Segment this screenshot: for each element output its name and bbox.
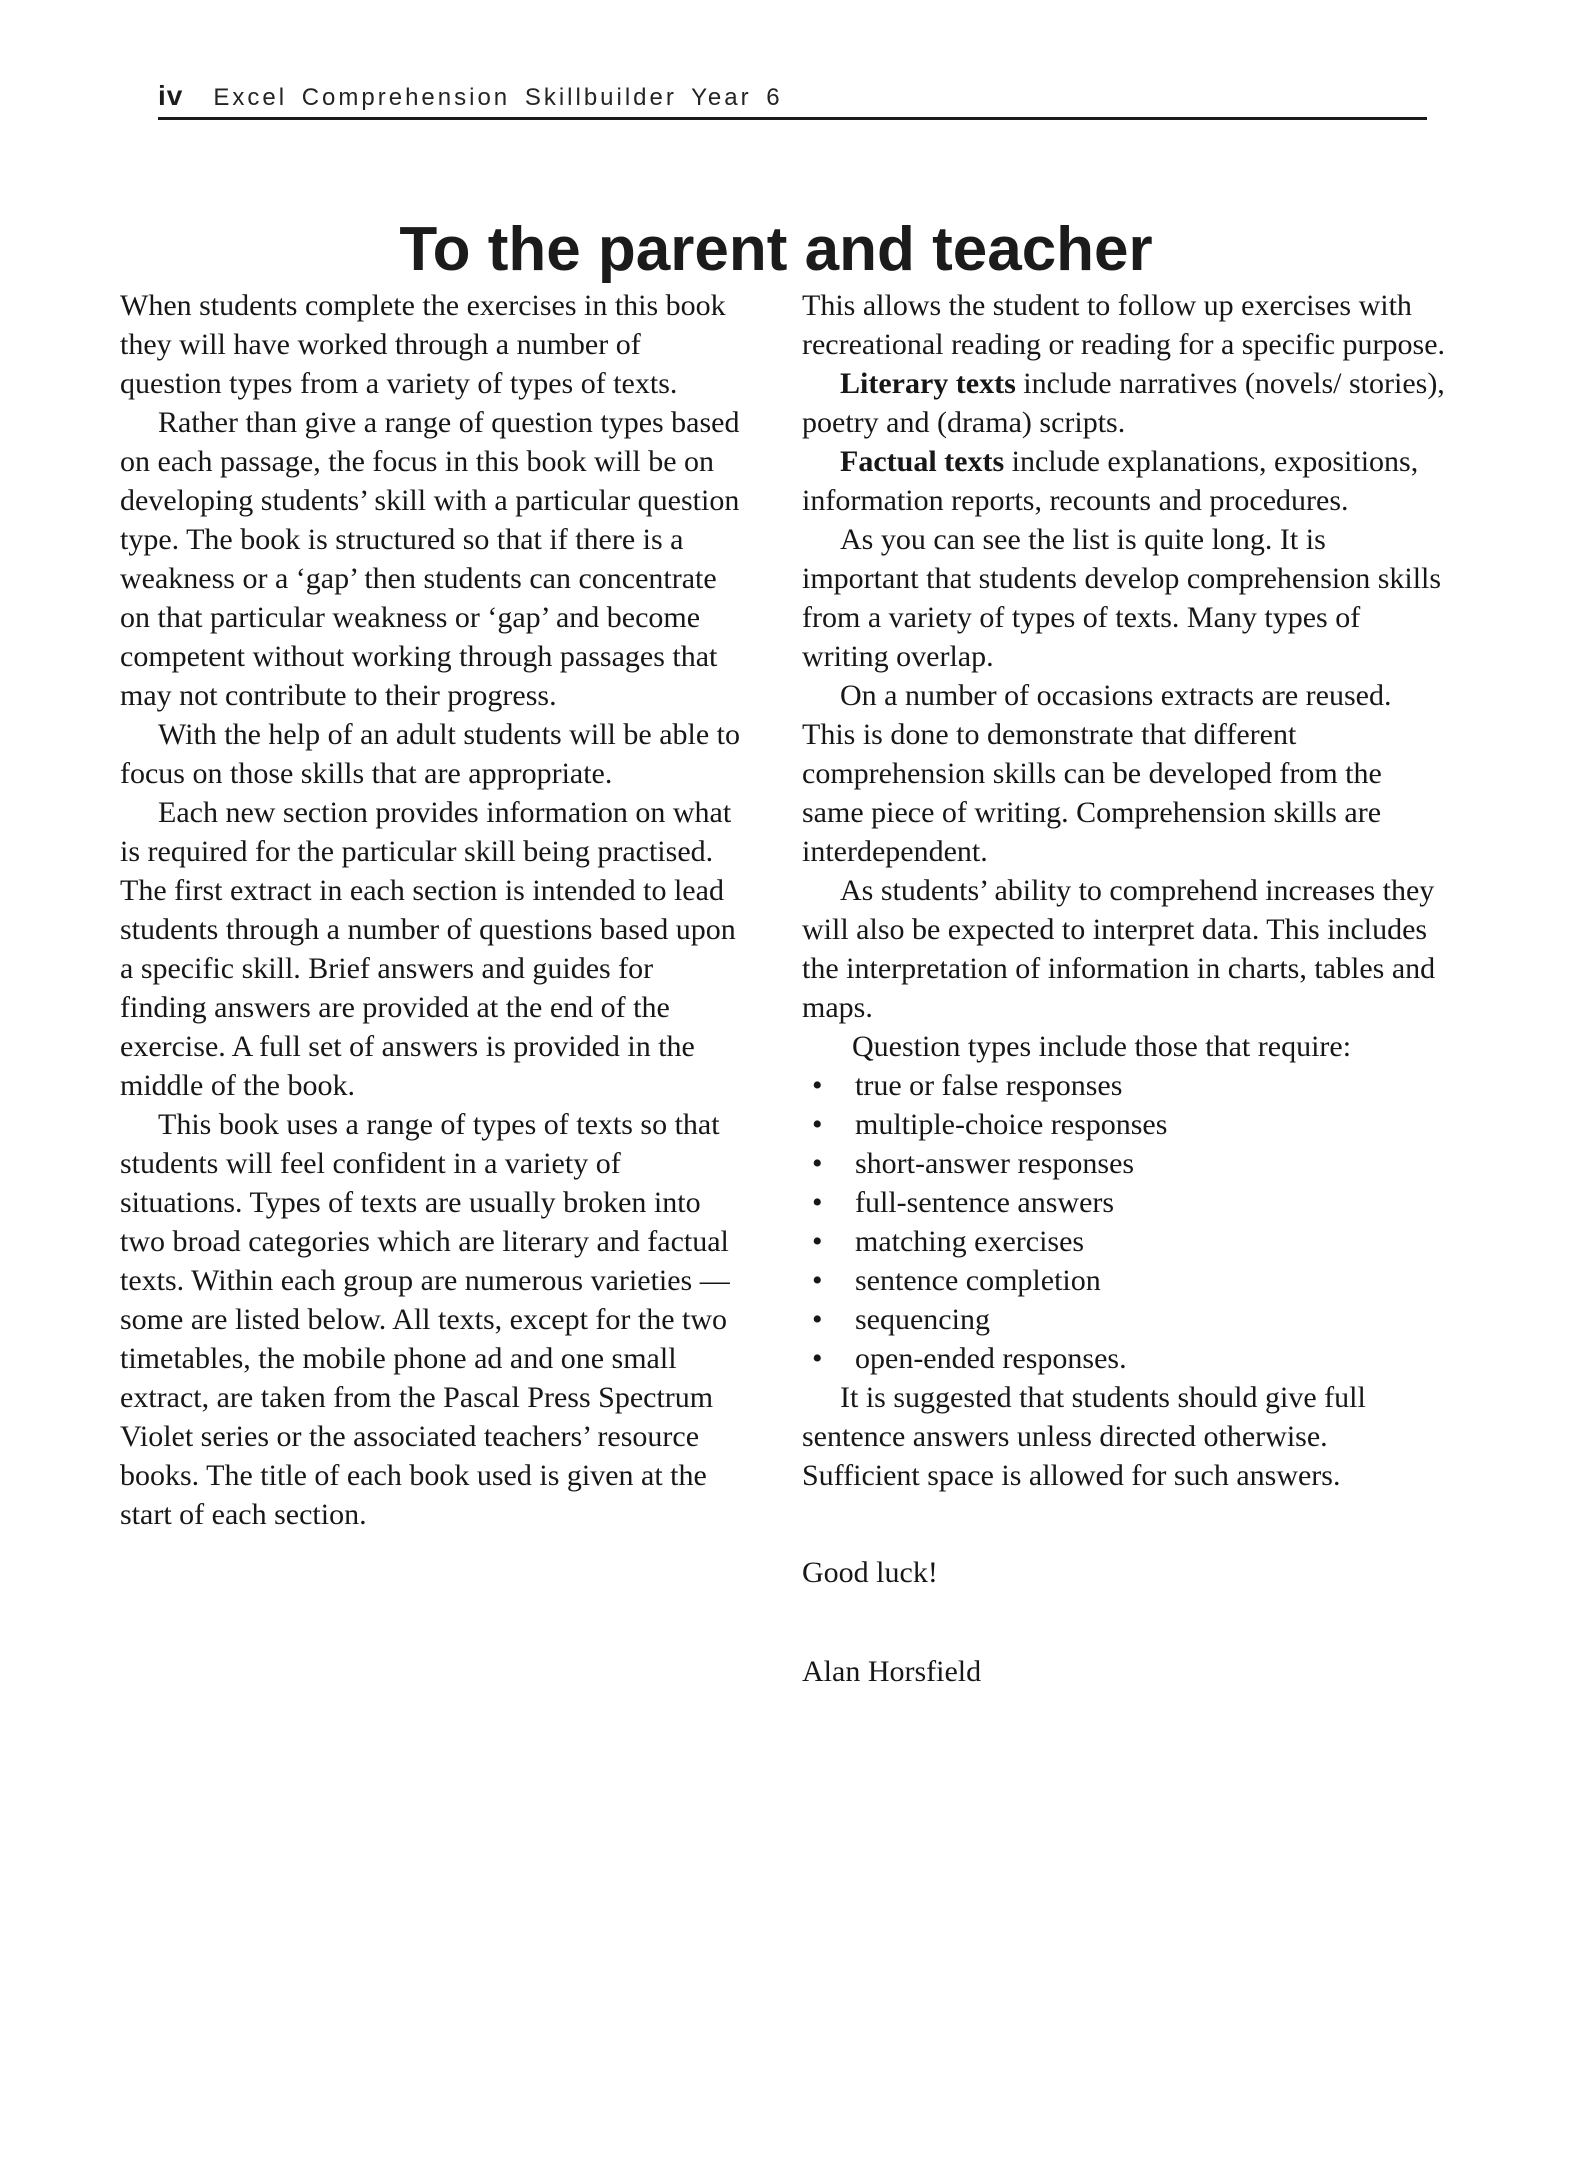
list-item-label: true or false responses — [855, 1069, 1123, 1102]
literary-texts-label: Literary texts — [840, 367, 1016, 400]
list-item — [802, 1261, 1447, 1300]
right-column — [802, 286, 1447, 1691]
list-item — [802, 1339, 1447, 1378]
paragraph: This allows the student to follow up exercises with recreational reading or reading for a specific purpose. — [802, 289, 1446, 361]
page-header — [158, 80, 783, 112]
bullet-icon: • — [812, 1186, 823, 1219]
list-item-label: multiple-choice responses — [855, 1108, 1168, 1141]
list-item-label: full-sentence answers — [855, 1186, 1115, 1219]
left-column — [120, 286, 747, 1691]
bullet-icon: • — [812, 1303, 823, 1336]
running-title: Excel Comprehension Skillbuilder Year 6 — [213, 84, 783, 111]
bullet-icon: • — [812, 1108, 823, 1141]
paragraph: With the help of an adult students will be able to focus on those skills that are appropriate. — [120, 718, 740, 790]
literary-texts-body: include narratives (novels/ stories), poetry and (drama) scripts. — [802, 367, 1445, 439]
list-item — [802, 1222, 1447, 1261]
bullet-icon: • — [812, 1069, 823, 1102]
page-number: iv — [158, 80, 184, 111]
bullet-icon: • — [812, 1342, 823, 1375]
paragraph: Rather than give a range of question types based on each passage, the focus in this book will be on developing students’ skill with a particular question type. The book is structured so that if there is a weakness or a ‘gap’ then students can concentrate on that particular weakness or ‘gap’ and become competent without working through passages that may not contribute to their progress. — [120, 406, 740, 712]
paragraph-literary-texts — [802, 364, 1447, 442]
good-luck-text: Good luck! — [802, 1556, 938, 1589]
list-item-label: open-ended responses. — [855, 1342, 1127, 1375]
bullet-icon: • — [812, 1264, 823, 1297]
paragraph: As you can see the list is quite long. It is important that students develop comprehension skills from a variety of types of texts. Many types of writing overlap. — [802, 523, 1442, 673]
factual-texts-body: include explanations, expositions, information reports, recounts and procedures. — [802, 445, 1419, 517]
question-types-bullet-list — [802, 1066, 1447, 1378]
paragraph: As students’ ability to comprehend increases they will also be expected to interpret data. This includes the interpretation of information in charts, tables and maps. — [802, 874, 1436, 1024]
paragraph: Each new section provides information on what is required for the particular skill being practised. The first extract in each section is intended to lead students through a number of questions based upon a specific skill. Brief answers and guides for finding answers are provided at the end of the exercise. A full set of answers is provided in the middle of the book. — [120, 796, 736, 1102]
list-item — [802, 1183, 1447, 1222]
page-title: To the parent and teacher — [399, 214, 1153, 284]
paragraph: This book uses a range of types of texts so that students will feel confident in a variety of situations. Types of texts are usually broken into two broad categories which are literary and factual texts. Within each group are numerous varieties — some are listed below. All texts, except for the two timetables, the mobile phone ad and one small extract, are taken from the Pascal Press Spectrum Violet series or the associated teachers’ resource books. The title of each book used is given at the start of each section. — [120, 1108, 730, 1531]
question-types-heading: Question types include those that require: — [852, 1030, 1352, 1063]
paragraph-factual-texts — [802, 442, 1447, 520]
bullet-icon: • — [812, 1147, 823, 1180]
list-item-label: sentence completion — [855, 1264, 1101, 1297]
paragraph: It is suggested that students should give full sentence answers unless directed otherwise. Sufficient space is allowed for such answers. — [802, 1381, 1366, 1492]
list-item — [802, 1300, 1447, 1339]
paragraph: On a number of occasions extracts are reused. This is done to demonstrate that different comprehension skills can be developed from the same piece of writing. Comprehension skills are interdependent. — [802, 679, 1392, 868]
list-item-label: sequencing — [855, 1303, 990, 1336]
text-columns — [120, 286, 1447, 1691]
bullet-icon: • — [812, 1225, 823, 1258]
header-rule-divider — [158, 117, 1427, 120]
list-item-label: short-answer responses — [855, 1147, 1135, 1180]
list-item — [802, 1144, 1447, 1183]
paragraph: When students complete the exercises in this book they will have worked through a number of question types from a variety of types of texts. — [120, 289, 726, 400]
list-item — [802, 1066, 1447, 1105]
list-item — [802, 1105, 1447, 1144]
list-item-label: matching exercises — [855, 1225, 1085, 1258]
factual-texts-label: Factual texts — [840, 445, 1005, 478]
author-name: Alan Horsfield — [802, 1655, 982, 1688]
